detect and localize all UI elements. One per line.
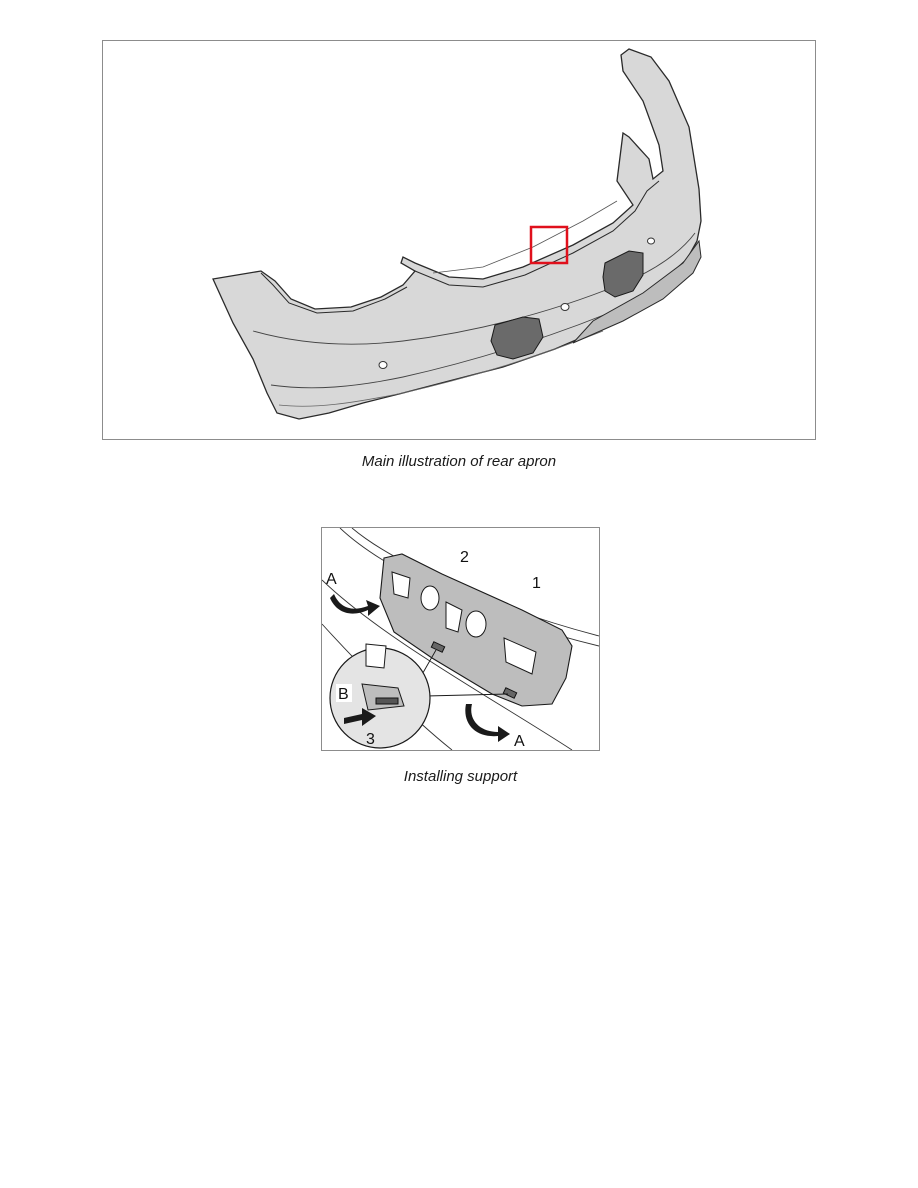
callout-a-left: A [326, 571, 337, 588]
park-sensor-hole [379, 362, 387, 369]
figure-caption-installing-support: Installing support [403, 768, 518, 785]
arrow-a-right-icon [465, 704, 510, 742]
callout-1: 1 [532, 575, 541, 592]
bracket-hole [466, 611, 486, 637]
callout-3: 3 [366, 731, 375, 748]
figure-caption-rear-apron: Main illustration of rear apron [361, 453, 557, 470]
rear-apron-illustration [102, 40, 816, 440]
callout-a-right: A [514, 733, 525, 750]
arrow-a-left-icon [330, 594, 380, 616]
bracket-hole [421, 586, 439, 610]
detail-tab [366, 644, 386, 668]
detail-slot [376, 698, 398, 704]
callout-2: 2 [460, 549, 469, 566]
support-drawing [322, 528, 599, 750]
park-sensor-hole [648, 238, 655, 244]
callout-b: B [338, 686, 349, 703]
park-sensor-hole [561, 304, 569, 311]
rear-apron-drawing [103, 41, 815, 439]
detail-clip-body [362, 684, 404, 710]
installing-support-illustration [321, 527, 600, 751]
